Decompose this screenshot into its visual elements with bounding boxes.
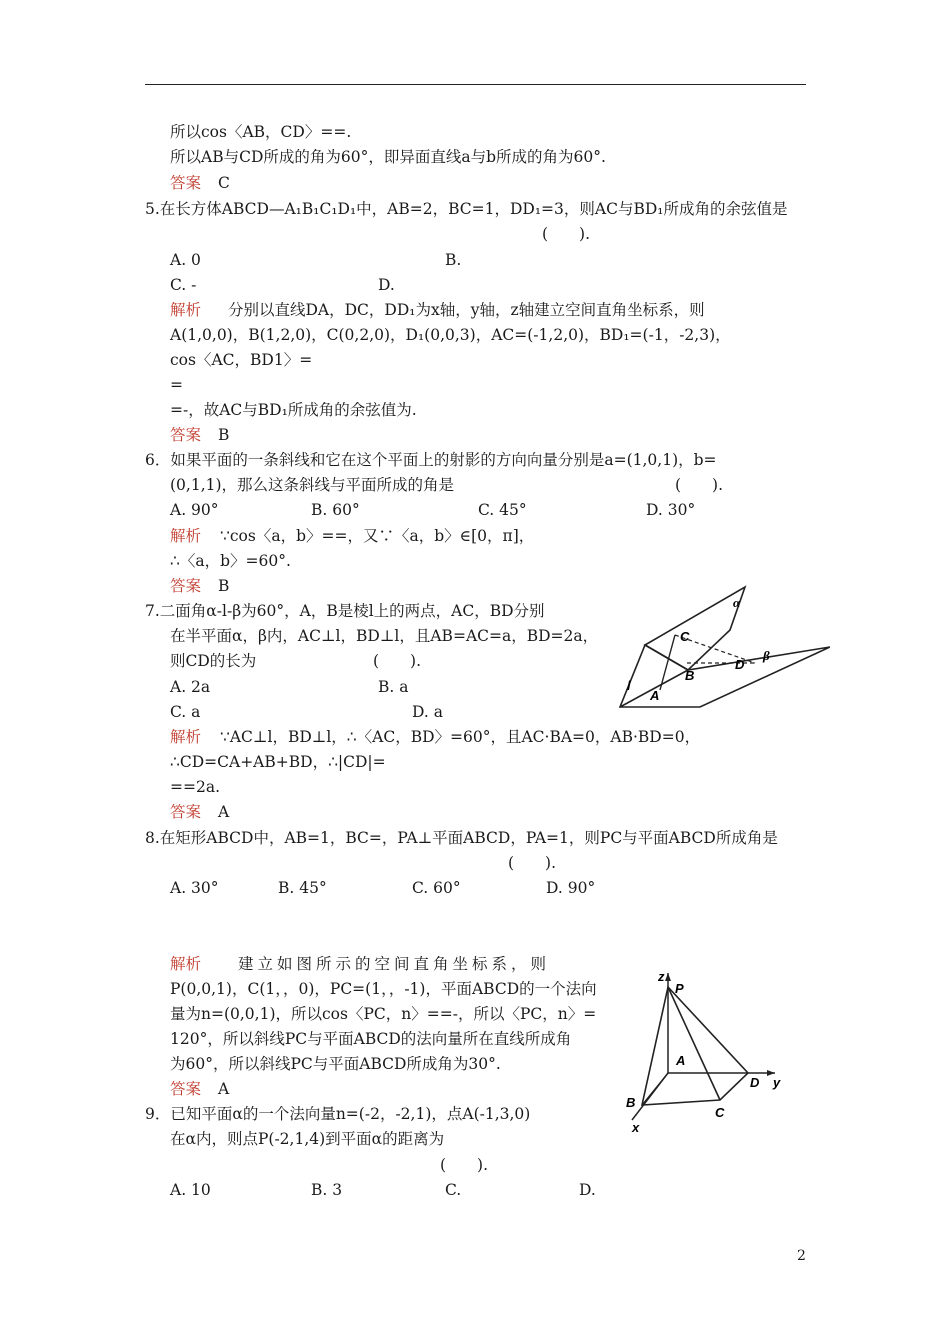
q7-solution-label: 解析 bbox=[170, 728, 202, 746]
page-number: 2 bbox=[797, 1248, 806, 1264]
q7-option-c: C. a bbox=[170, 703, 201, 721]
label-y: y bbox=[773, 1075, 781, 1090]
q8-bracket: ( ). bbox=[508, 854, 557, 872]
edge-pc bbox=[668, 987, 720, 1100]
label-c: C bbox=[715, 1105, 725, 1120]
q7-stem-1: 7.二面角α-l-β为60°，A，B是棱l上的两点，AC，BD分别 bbox=[145, 602, 545, 620]
q8-solution-5: 为60°，所以斜线PC与平面ABCD所成角为30°. bbox=[170, 1055, 501, 1073]
q8-option-b: B. 45° bbox=[278, 879, 327, 897]
q8-option-a: A. 30° bbox=[170, 879, 219, 897]
q9-stem-2: 在α内，则点P(-2,1,4)到平面α的距离为 bbox=[170, 1130, 445, 1148]
q5-stem: 5.在长方体ABCD—A₁B₁C₁D₁中，AB=2，BC=1，DD₁=3，则AC与BD₁所成角的余弦值是 bbox=[145, 200, 788, 218]
q6-stem-1: 6．如果平面的一条斜线和它在这个平面上的射影的方向向量分别是a=(1,0,1)，b= bbox=[145, 451, 717, 469]
q5-solution-1: 分别以直线DA，DC，DD₁为x轴，y轴，z轴建立空间直角坐标系，则 bbox=[228, 301, 705, 319]
label-d: D bbox=[735, 657, 745, 672]
q7-solution-3: ==2a. bbox=[170, 778, 221, 796]
q7-stem-2: 在半平面α，β内，AC⊥l，BD⊥l，且AB=AC=a，BD=2a， bbox=[170, 627, 599, 645]
label-a: A bbox=[676, 1053, 686, 1068]
plane-alpha bbox=[645, 587, 745, 670]
q5-solution-4: = bbox=[170, 376, 183, 394]
q6-option-c: C. 45° bbox=[478, 501, 527, 519]
q8-solution-3: 量为n=(0,0,1)，所以cos〈PC，n〉==-，所以〈PC，n〉= bbox=[170, 1005, 597, 1023]
q8-solution-1: 建立如图所示的空间直角坐标系，则 bbox=[238, 955, 551, 973]
answer-value: C bbox=[218, 174, 230, 192]
q5-bracket: ( ). bbox=[542, 225, 591, 243]
q7-solution-2: ∴CD=CA+AB+BD，∴|CD|= bbox=[170, 753, 386, 771]
q6-solution-label: 解析 bbox=[170, 527, 202, 545]
q6-answer-label: 答案 bbox=[170, 577, 202, 595]
q9-option-d: D. bbox=[579, 1181, 596, 1199]
q5-option-a: A. 0 bbox=[170, 251, 201, 269]
answer-label: 答案 bbox=[170, 174, 202, 192]
q7-stem-3: 则CD的长为 bbox=[170, 652, 257, 670]
q5-solution-label: 解析 bbox=[170, 301, 202, 319]
q8-solution-4: 120°，所以斜线PC与平面ABCD的法向量所在直线所成角 bbox=[170, 1030, 572, 1048]
q5-answer-label: 答案 bbox=[170, 426, 202, 444]
q8-option-d: D. 90° bbox=[546, 879, 596, 897]
q7-option-a: A. 2a bbox=[170, 678, 211, 696]
dihedral-angle-figure bbox=[615, 575, 830, 710]
top-line-1: 所以cos〈AB，CD〉==. bbox=[170, 123, 352, 141]
q8-option-c: C. 60° bbox=[412, 879, 461, 897]
pyramid-figure bbox=[620, 965, 790, 1135]
q6-option-b: B. 60° bbox=[311, 501, 360, 519]
label-d: D bbox=[750, 1075, 760, 1090]
q5-option-b: B. bbox=[445, 251, 462, 269]
q8-solution-label: 解析 bbox=[170, 955, 202, 973]
q9-option-c: C. bbox=[445, 1181, 462, 1199]
q7-solution-1: ∵AC⊥l，BD⊥l，∴〈AC，BD〉=60°，且AC·BA=0，AB·BD=0， bbox=[220, 728, 701, 746]
label-a: A bbox=[650, 688, 660, 703]
q5-solution-2: A(1,0,0)，B(1,2,0)，C(0,2,0)，D₁(0,0,3)，AC=(-1,2,0)，BD₁=(-1，-2,3)， bbox=[170, 326, 731, 344]
q6-option-a: A. 90° bbox=[170, 501, 219, 519]
q6-bracket: ( ). bbox=[675, 476, 724, 494]
q5-option-d: D. bbox=[378, 276, 395, 294]
label-l: l bbox=[627, 678, 631, 693]
q7-option-b: B. a bbox=[378, 678, 409, 696]
q8-answer-label: 答案 bbox=[170, 1080, 202, 1098]
label-b: B bbox=[626, 1095, 636, 1110]
label-c: C bbox=[680, 629, 690, 644]
label-x: x bbox=[632, 1120, 640, 1135]
q9-option-a: A. 10 bbox=[170, 1181, 211, 1199]
q9-stem-1: 9．已知平面α的一个法向量n=(-2，-2,1)，点A(-1,3,0) bbox=[145, 1105, 531, 1123]
q5-answer-value: B bbox=[218, 426, 230, 444]
top-line-2: 所以AB与CD所成的角为60°，即异面直线a与b所成的角为60°. bbox=[170, 148, 606, 166]
q8-solution-2: P(0,0,1)，C(1，，0)，PC=(1，，-1)，平面ABCD的一个法向 bbox=[170, 980, 597, 998]
q6-option-d: D. 30° bbox=[646, 501, 696, 519]
q7-answer-label: 答案 bbox=[170, 803, 202, 821]
q5-solution-5: =-，故AC与BD₁所成角的余弦值为. bbox=[170, 401, 417, 419]
q5-option-c: C. - bbox=[170, 276, 197, 294]
q7-option-d: D. a bbox=[412, 703, 443, 721]
q6-stem-2: (0,1,1)，那么这条斜线与平面所成的角是 bbox=[170, 476, 455, 494]
label-alpha: α bbox=[733, 595, 741, 610]
q6-solution-1: ∵cos〈a，b〉==，又∵〈a，b〉∈[0，π]， bbox=[220, 527, 535, 545]
q7-bracket: ( ). bbox=[373, 652, 422, 670]
q5-solution-3: cos〈AC，BD1〉= bbox=[170, 351, 313, 369]
q8-stem: 8.在矩形ABCD中，AB=1，BC=，PA⊥平面ABCD，PA=1，则PC与平面ABCD所成角是 bbox=[145, 829, 778, 847]
label-b: B bbox=[685, 668, 695, 683]
q8-answer-value: A bbox=[218, 1080, 230, 1098]
q6-solution-2: ∴〈a，b〉=60°. bbox=[170, 552, 291, 570]
label-p: P bbox=[675, 981, 684, 996]
q6-answer-value: B bbox=[218, 577, 230, 595]
label-beta: β bbox=[763, 648, 770, 663]
label-z: z bbox=[658, 969, 665, 984]
q9-bracket: ( ). bbox=[440, 1156, 489, 1174]
header-rule bbox=[145, 84, 806, 85]
z-arrow-icon bbox=[665, 973, 671, 981]
q9-option-b: B. 3 bbox=[311, 1181, 343, 1199]
q7-answer-value: A bbox=[218, 803, 230, 821]
